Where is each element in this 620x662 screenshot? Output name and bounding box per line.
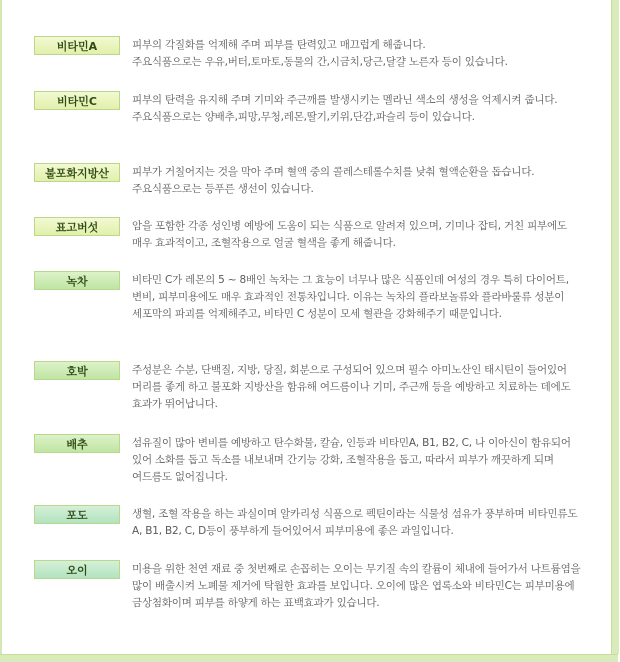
item-description [132,164,586,198]
description-line: 생혈, 조혈 작용을 하는 과실이며 알카리성 식품으로 펙틴이라는 식물성 섬유가 풍부하며 비타민류도 A, B1, B2, C, D등이 풍부하게 들어있어서 피부미용에 좋은 과일입니다. [132,508,578,538]
item-description [132,362,586,414]
description-line: 미용을 위한 천연 재료 중 첫번째로 손꼽히는 오이는 무기질 속의 칼륨이 체내에 들어가서 나트륨염을 많이 배출시켜 노폐물 제거에 탁월한 효과를 보입니다. 오이에 많은 엽록소와 비타민C는 피부미용에 금상첨화이며 피부를 하얗게 하는 표백효과가 있습니다. [132,563,581,610]
item-name-badge: 불포화지방산 [34,163,120,182]
frame-right-border [611,0,619,654]
description-line: 비타민 C가 레몬의 5 ~ 8배인 녹차는 그 효능이 너무나 많은 식품인데 여성의 경우 특히 다이어트, 변비, 피부미용에도 매우 효과적인 전통차입니다. 이유는 녹차의 플라보놀류와 플라바룰류 성분이 세포막의 파괴를 억제해주고, 비타민 C 성분이 모세 혈관을 강화해주기 때문입니다. [132,274,569,321]
item-description [132,435,586,487]
description-line: 피부가 거칠어지는 것을 막아 주며 혈액 중의 콜레스테롤수치를 낮춰 혈액순환을 돕습니다. 주요식품으로는 등푸른 생선이 있습니다. [132,166,535,196]
item-description [132,37,586,71]
description-line: 피부의 탄력을 유지해 주며 기미와 주근깨를 발생시키는 멜라닌 색소의 생성을 억제시켜 줍니다. [132,94,558,106]
item-name-badge: 포도 [34,505,120,524]
item-name-badge: 호박 [34,361,120,380]
item-description [132,506,586,540]
description-line: 섬유질이 많아 변비를 예방하고 탄수화물, 칼슘, 인등과 비타민A, B1, B2, C, 나 이아신이 함유되어 있어 소화를 돕고 독소를 내보내며 간기능 강화, 조혈작용을 돕고, 따라서 피부가 깨끗하게 되며 여드름도 없어집니다. [132,437,571,484]
item-name-badge: 표고버섯 [34,217,120,236]
item-description [132,92,586,126]
item-description [132,218,586,252]
item-name-badge: 비타민C [34,91,120,110]
item-description [132,561,586,613]
description-line: 암을 포함한 각종 성인병 예방에 도움이 되는 식품으로 알려져 있으며, 기미나 잡티, 거친 피부에도 매우 효과적이고, 조혈작용으로 얼굴 혈색을 좋게 해줍니다. [132,220,567,250]
description-line: 주성분은 수분, 단백질, 지방, 당질, 회분으로 구성되어 있으며 필수 아미노산인 태시틴이 들어있어 머리를 좋게 하고 불포화 지방산을 함유해 여드름이나 기미, 주근깨 등을 예방하고 치료하는 데에도 효과가 뛰어납니다. [132,364,571,411]
item-name-badge: 오이 [34,560,120,579]
item-name-badge: 비타민A [34,36,120,55]
description-line: 주요식품으로는 양배추,피망,무청,레몬,딸기,키위,단감,파슬리 등이 있습니다. [132,111,475,124]
item-name-badge: 배추 [34,434,120,453]
description-line: 주요식품으로는 우유,버터,토마토,동물의 간,시금치,당근,달걀 노른자 등이 있습니다. [132,56,508,69]
item-name-badge: 녹차 [34,271,120,290]
item-description [132,272,586,324]
description-line: 피부의 각질화를 억제해 주며 피부를 탄력있고 매끄럽게 해줍니다. [132,39,426,51]
